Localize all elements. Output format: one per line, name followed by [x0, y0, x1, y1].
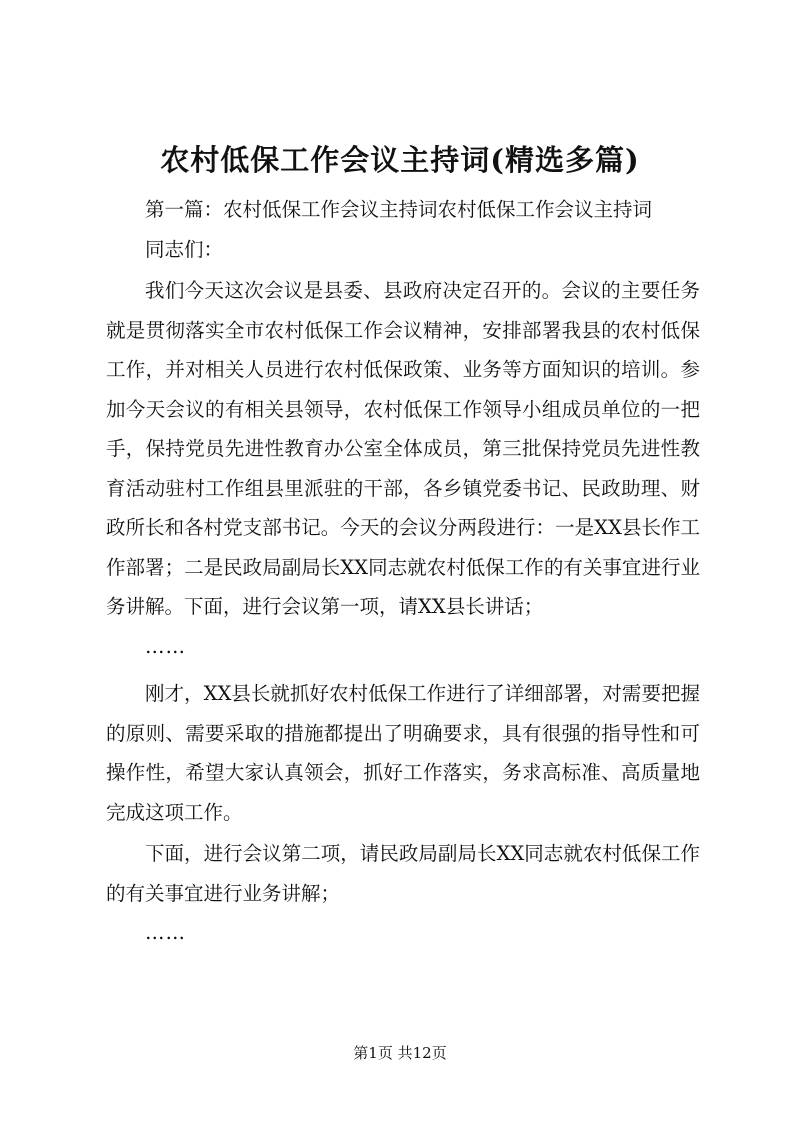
document-title: 农村低保工作会议主持词(精选多篇) — [160, 143, 640, 177]
paragraph-2: 刚才，XX县长就抓好农村低保工作进行了详细部署，对需要把握的原则、需要采取的措施都提出了明确要求，具有很强的指导性和可操作性，希望大家认真领会，抓好工作落实，务求高标准、高质量地完成这项工作。 — [106, 682, 700, 824]
ellipsis-2: …… — [145, 921, 186, 944]
document-body — [106, 190, 700, 953]
salutation: 同志们： — [145, 237, 224, 261]
page-number: 第1页 共12页 — [353, 1044, 447, 1062]
ellipsis-1: …… — [145, 634, 186, 658]
paragraph-1: 我们今天这次会议是县委、县政府决定召开的。会议的主要任务就是贯彻落实全市农村低保工作会议精神，安排部署我县的农村低保工作，并对相关人员进行农村低保政策、业务等方面知识的培训。参加今天会议的有相关县领导，农村低保工作领导小组成员单位的一把手，保持党员先进性教育办公室全体成员，第三批保持党员先进性教育活动驻村工作组县里派驻的干部，各乡镇党委书记、民政助理、财政所长和各村党支部书记。今天的会议分两段进行：一是XX县长作工作部署；二是民政局副局长XX同志就农村低保工作的有关事宜进行业务讲解。下面，进行会议第一项，请XX县长讲话； — [106, 279, 700, 618]
section-heading: 第一篇：农村低保工作会议主持词农村低保工作会议主持词 — [145, 198, 653, 221]
paragraph-3: 下面，进行会议第二项，请民政局副局长XX同志就农村低保工作的有关事宜进行业务讲解； — [106, 842, 700, 905]
